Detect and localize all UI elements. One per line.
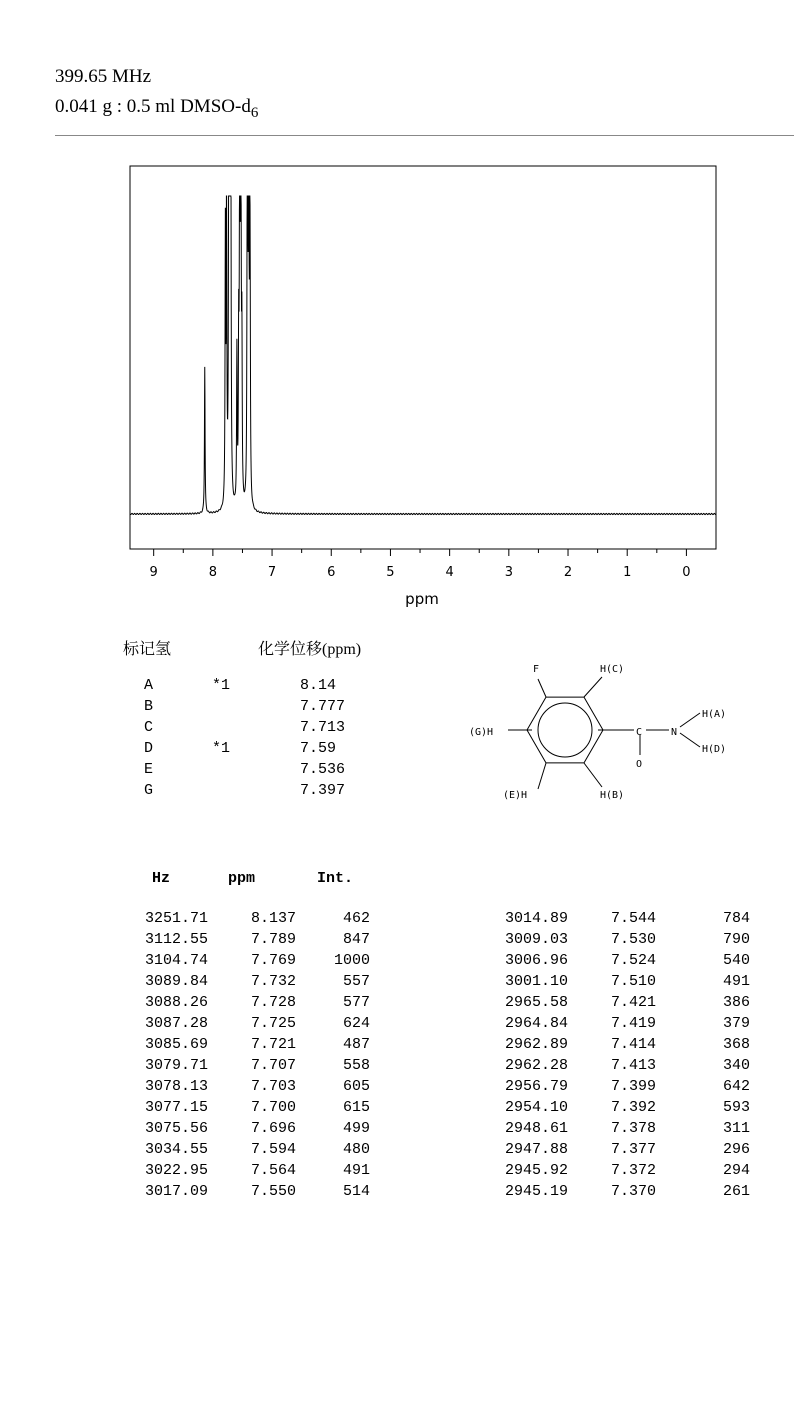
assignment-label: G: [144, 782, 154, 799]
peak-ppm: 7.414: [610, 1036, 656, 1053]
peak-int: 605: [342, 1078, 370, 1095]
peak-ppm: 7.421: [610, 994, 656, 1011]
assignment-label: A: [144, 677, 154, 694]
peak-int: 558: [342, 1057, 370, 1074]
peak-int: 491: [722, 973, 750, 990]
peak-hz: 3001.10: [504, 973, 568, 990]
peak-int: 491: [342, 1162, 370, 1179]
x-tick-label: 6: [327, 565, 336, 580]
peak-int: 261: [722, 1183, 750, 1200]
atom-o: O: [636, 759, 643, 770]
atom-he: (E)H: [503, 790, 528, 801]
peak-ppm: 7.564: [250, 1162, 296, 1179]
peak-hz: 3006.96: [504, 952, 568, 969]
assignment-label: D: [144, 740, 154, 757]
peak-table-header-int: Int.: [317, 870, 354, 887]
atom-n: N: [671, 727, 678, 738]
peak-ppm: 8.137: [250, 910, 296, 927]
peak-int: 847: [342, 931, 370, 948]
nmr-spectrum-chart: [0, 0, 794, 620]
peak-ppm: 7.399: [610, 1078, 656, 1095]
atom-c: C: [636, 727, 643, 738]
peak-hz: 3014.89: [504, 910, 568, 927]
peak-ppm: 7.510: [610, 973, 656, 990]
x-axis-tick-labels: [150, 565, 691, 580]
peak-hz: 3078.13: [144, 1078, 208, 1095]
peak-hz: 2948.61: [504, 1120, 568, 1137]
assignment-shift: 7.713: [300, 719, 346, 736]
peak-table-header-hz: Hz: [152, 870, 171, 887]
peak-hz: 3088.26: [144, 994, 208, 1011]
x-tick-label: 2: [563, 565, 573, 580]
x-tick-label: 0: [682, 565, 691, 580]
peak-hz: 2964.84: [504, 1015, 568, 1032]
x-axis-label: ppm: [405, 590, 439, 608]
peak-hz: 2956.79: [504, 1078, 568, 1095]
peak-ppm: 7.594: [250, 1141, 296, 1158]
peak-ppm: 7.419: [610, 1015, 656, 1032]
sample-subscript: 6: [250, 104, 259, 121]
peak-ppm: 7.370: [610, 1183, 656, 1200]
assignment-shift: 7.777: [300, 698, 346, 715]
assignment-shift: 7.59: [300, 740, 337, 757]
peak-ppm: 7.696: [250, 1120, 296, 1137]
assignment-label: C: [144, 719, 154, 736]
x-tick-label: 8: [208, 565, 218, 580]
peak-ppm: 7.372: [610, 1162, 656, 1179]
atom-hd: H(D): [702, 744, 727, 755]
x-axis-ticks: [154, 549, 687, 556]
spectrum-trace: [130, 196, 716, 515]
peak-int: 593: [722, 1099, 750, 1116]
peak-hz: 2945.19: [504, 1183, 568, 1200]
peak-ppm: 7.707: [250, 1057, 296, 1074]
peak-hz: 2962.28: [504, 1057, 568, 1074]
peak-int: 296: [722, 1141, 750, 1158]
col-shift-header: 化学位移(ppm): [258, 641, 362, 658]
peak-ppm: 7.721: [250, 1036, 296, 1053]
peak-ppm: 7.377: [610, 1141, 656, 1158]
peak-ppm: 7.544: [610, 910, 656, 927]
peak-ppm: 7.732: [250, 973, 296, 990]
x-tick-label: 5: [386, 565, 395, 580]
col-label-header: 标记氢: [123, 641, 172, 658]
peak-hz: 2947.88: [504, 1141, 568, 1158]
molecule-structure: [460, 655, 760, 805]
peak-int: 462: [342, 910, 370, 927]
peak-hz: 3077.15: [144, 1099, 208, 1116]
peak-int: 642: [722, 1078, 750, 1095]
peak-ppm: 7.413: [610, 1057, 656, 1074]
peak-hz: 3089.84: [144, 973, 208, 990]
x-tick-label: 4: [445, 565, 454, 580]
peak-int: 294: [722, 1162, 750, 1179]
peak-int: 784: [722, 910, 750, 927]
peak-ppm: 7.378: [610, 1120, 656, 1137]
peak-ppm: 7.728: [250, 994, 296, 1011]
peak-int: 540: [722, 952, 750, 969]
x-tick-label: 9: [149, 565, 158, 580]
assignment-label: B: [144, 698, 154, 715]
assignment-shift: 7.536: [300, 761, 346, 778]
atom-hb: H(B): [600, 790, 625, 801]
peak-ppm: 7.550: [250, 1183, 296, 1200]
peak-int: 386: [722, 994, 750, 1011]
bond-n-ha: [680, 713, 700, 727]
peak-int: 557: [342, 973, 370, 990]
peak-hz: 3022.95: [144, 1162, 208, 1179]
peak-int: 514: [342, 1183, 370, 1200]
sample-prefix: 0.041 g : 0.5 ml DMSO-d: [55, 96, 251, 117]
atom-hc: H(C): [600, 664, 625, 675]
peak-int: 480: [342, 1141, 370, 1158]
x-tick-label: 7: [267, 565, 277, 580]
peak-hz: 3085.69: [144, 1036, 208, 1053]
peak-hz: 3017.09: [144, 1183, 208, 1200]
peak-int: 577: [342, 994, 370, 1011]
peak-int: 340: [722, 1057, 750, 1074]
peak-ppm: 7.725: [250, 1015, 296, 1032]
assignment-shift: 8.14: [300, 677, 337, 694]
peak-hz: 3079.71: [144, 1057, 208, 1074]
bond-hb: [584, 763, 602, 787]
peak-ppm: 7.530: [610, 931, 656, 948]
peak-int: 311: [722, 1120, 750, 1137]
peak-hz: 3251.71: [144, 910, 208, 927]
peak-hz: 3034.55: [144, 1141, 208, 1158]
peak-ppm: 7.700: [250, 1099, 296, 1116]
peak-int: 487: [342, 1036, 370, 1053]
peak-int: 368: [722, 1036, 750, 1053]
peak-table-header-ppm: ppm: [228, 870, 256, 887]
peak-hz: 3087.28: [144, 1015, 208, 1032]
peak-ppm: 7.789: [250, 931, 296, 948]
peak-hz: 3104.74: [144, 952, 208, 969]
assignment-shift: 7.397: [300, 782, 346, 799]
assignment-note: *1: [212, 677, 231, 694]
peak-hz: 2965.58: [504, 994, 568, 1011]
bond-f: [538, 679, 546, 697]
atom-ha: H(A): [702, 709, 727, 720]
peak-ppm: 7.769: [250, 952, 296, 969]
aromatic-circle: [538, 703, 592, 757]
peak-ppm: 7.524: [610, 952, 656, 969]
assignment-note: *1: [212, 740, 231, 757]
x-tick-label: 3: [504, 565, 513, 580]
peak-hz: 2945.92: [504, 1162, 568, 1179]
peak-hz: 3112.55: [144, 931, 208, 948]
atom-f: F: [533, 664, 540, 675]
atom-hg: (G)H: [469, 727, 494, 738]
peak-int: 1000: [333, 952, 370, 969]
peak-hz: 3075.56: [144, 1120, 208, 1137]
peak-int: 790: [722, 931, 750, 948]
plot-frame: [130, 166, 716, 549]
peak-hz: 3009.03: [504, 931, 568, 948]
peak-int: 499: [342, 1120, 370, 1137]
bond-n-hd: [680, 733, 700, 747]
peak-ppm: 7.392: [610, 1099, 656, 1116]
peak-ppm: 7.703: [250, 1078, 296, 1095]
x-tick-label: 1: [623, 565, 632, 580]
bond-hc: [584, 677, 602, 697]
assignment-label: E: [144, 761, 154, 778]
peak-int: 624: [342, 1015, 370, 1032]
bond-he: [538, 763, 546, 789]
peak-int: 379: [722, 1015, 750, 1032]
peak-int: 615: [342, 1099, 370, 1116]
peak-hz: 2962.89: [504, 1036, 568, 1053]
peak-hz: 2954.10: [504, 1099, 568, 1116]
frequency-label: 399.65 MHz: [55, 66, 152, 87]
